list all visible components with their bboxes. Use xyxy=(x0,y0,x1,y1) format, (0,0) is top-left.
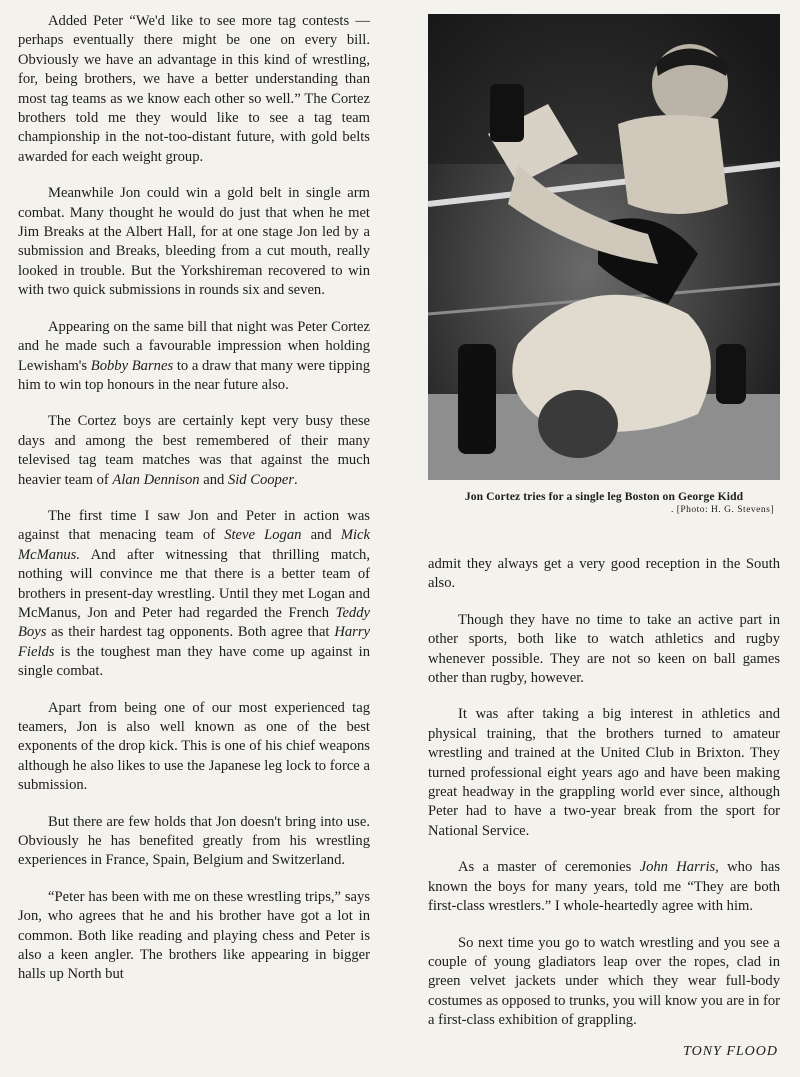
paragraph: But there are few holds that Jon doesn't bring into use. Obviously he has benefited greatly from his wrestling experiences in France, Spain, Belgium and Switzerland. xyxy=(18,813,370,869)
paragraph: admit they always get a very good reception in the South also. xyxy=(428,556,780,592)
paragraph: It was after taking a big interest in athletics and physical training, that the brothers turned to amateur wrestling and trained at the United Club in Brixton. They turned professional eight years ago and have been making great headway in the grappling world ever since, although Peter had to have a two-year break from the sport for National Service. xyxy=(428,706,780,839)
paragraph: As a master of ceremonies John Harris, who has known the boys for many years, told me “They are both first-class wrestlers.” I whole-heartedly agree with him. xyxy=(428,859,780,915)
paragraph: Apart from being one of our most experienced tag teamers, Jon is also well known as one of the best exponents of the drop kick. This is one of his chief weapons although he also likes to use the Japanese leg lock to force a submission. xyxy=(18,699,370,794)
name-italic: Steve Logan xyxy=(224,527,302,544)
right-column xyxy=(428,555,780,1061)
paragraph: Added Peter “We'd like to see more tag contests —perhaps eventually there might be one on every bill. Obviously we have an advantage in this kind of wrestling, for, being brothers, we have a better understanding than most tag teams as we know each other so well.” The Cortez brothers told me they would like to see a tag team championship in the not-too-distant future, with gold belts awarded for each weight group. xyxy=(18,13,370,165)
name-italic: Teddy Boys xyxy=(18,604,370,641)
paragraph: “Peter has been with me on these wrestling trips,” says Jon, who agrees that he and his brother have got a lot in common. Both like reading and playing chess and Peter is also a keen angler. The brothers like appearing in bigger halls up North but xyxy=(18,888,370,983)
name-italic: Harry Fields xyxy=(18,624,370,660)
left-column xyxy=(18,12,370,1002)
wrestling-photo xyxy=(428,14,780,480)
paragraph: Meanwhile Jon could win a gold belt in single arm combat. Many thought he would do just that when he met Jim Breaks at the Albert Hall, for at one stage Jon led by a submission and Breaks, bleeding from a cut mouth, really looked in trouble. But the Yorkshireman recovered to win with two quick submissions in rounds six and seven. xyxy=(18,185,370,299)
paragraph: The Cortez boys are certainly kept very busy these days and among the best remembered of their many televised tag team matches was that against the much heavier team of Alan Dennison and Sid Cooper. xyxy=(18,413,370,488)
name-italic: Sid Cooper xyxy=(227,471,295,488)
paragraph: Appearing on the same bill that night was Peter Cortez and he made such a favourable impression when holding Lewisham's Bobby Barnes to a draw that many were tipping him to win top honours in the near future also. xyxy=(18,318,370,393)
paragraph: The first time I saw Jon and Peter in action was against that menacing team of Steve Logan and Mick McManus. And after witnessing that thrilling match, nothing will convince me that there is a better team of brothers in present-day wrestling. Until they met Logan and McManus, Jon and Peter had regarded the French Teddy Boys as their hardest tag opponents. Both agree that Harry Fields is the toughest man they have come up against in single combat. xyxy=(18,507,370,680)
paragraph: Though they have no time to take an active part in other sports, both like to watch athletics and rugby whenever possible. They are not so keen on ball games other than rugby, however. xyxy=(428,611,780,687)
photo-credit: . [Photo: H. G. Stevens] xyxy=(670,505,774,515)
photo-block xyxy=(428,14,780,515)
name-italic: Bobby Barnes xyxy=(90,357,174,374)
name-italic: Alan Dennison xyxy=(112,471,200,488)
photo-caption: Jon Cortez tries for a single leg Boston on George Kidd xyxy=(464,490,744,503)
name-italic: John Harris, xyxy=(639,859,719,876)
name-italic: Mick McManus. xyxy=(18,527,370,563)
paragraph: So next time you go to watch wrestling and you see a couple of young gladiators leap over the ropes, clad in green velvet jackets under which they wear full-body costumes as opposed to trunks, you will know you are in for a first-class exhibition of grappling. xyxy=(428,934,780,1029)
author-signature: TONY FLOOD xyxy=(683,1043,778,1059)
